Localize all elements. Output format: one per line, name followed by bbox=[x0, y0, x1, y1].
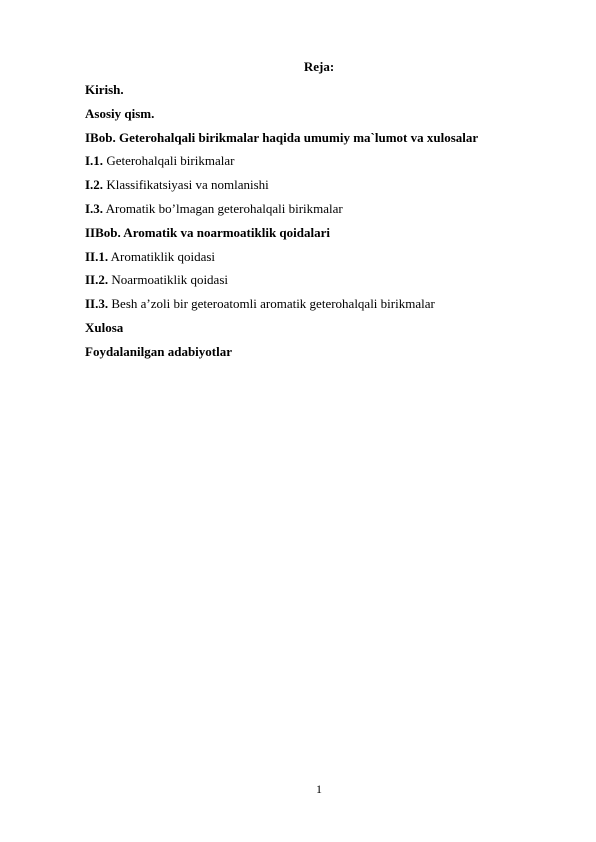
toc-item-1-1 bbox=[85, 151, 555, 175]
toc-item-number: II.1. bbox=[85, 248, 109, 264]
toc-item-number: I.1. bbox=[85, 153, 104, 169]
toc-item-heading: Xulosa bbox=[85, 319, 124, 335]
toc-item-text: Noarmoatiklik qoidasi bbox=[108, 272, 228, 288]
toc-item-xulosa bbox=[85, 318, 555, 342]
toc-item-2-2 bbox=[85, 270, 555, 294]
toc-item-2-3 bbox=[85, 294, 555, 318]
toc-item-text: Klassifikatsiyasi va nomlanishi bbox=[103, 177, 269, 193]
toc-item-heading: Asosiy qism. bbox=[85, 105, 155, 121]
toc-item-text: Aromatik bo’lmagan geterohalqali birikmalar bbox=[103, 200, 343, 216]
toc-item-2-1 bbox=[85, 247, 555, 271]
toc-item-number: I.2. bbox=[85, 177, 104, 193]
toc-item-1-2 bbox=[85, 175, 555, 199]
toc-item-asosiy-qism bbox=[85, 104, 555, 128]
toc-item-heading: IIBob. Aromatik va noarmoatiklik qoidalari bbox=[85, 224, 330, 240]
toc-item-heading: Kirish. bbox=[85, 82, 124, 97]
toc-item-adabiyotlar bbox=[85, 342, 555, 366]
toc-item-text: Besh a’zoli bir geteroatomli aromatik geterohalqali birikmalar bbox=[108, 296, 435, 312]
page-number: 1 bbox=[316, 782, 322, 796]
toc-item-number: II.3. bbox=[85, 296, 109, 312]
page-title: Reja: bbox=[303, 59, 335, 74]
toc-item-chapter-2 bbox=[85, 223, 555, 247]
toc-item-chapter-1 bbox=[85, 128, 555, 152]
toc-item-text: Aromatiklik qoidasi bbox=[108, 248, 216, 264]
table-of-contents bbox=[85, 80, 555, 366]
toc-item-heading: IBob. Geterohalqali birikmalar haqida umumiy ma`lumot va xulosalar bbox=[85, 129, 479, 145]
toc-item-1-3 bbox=[85, 199, 555, 223]
toc-item-number: I.3. bbox=[85, 200, 104, 216]
toc-item-text: Geterohalqali birikmalar bbox=[103, 153, 235, 169]
toc-item-number: II.2. bbox=[85, 272, 109, 288]
toc-item-kirish bbox=[85, 80, 555, 104]
toc-item-heading: Foydalanilgan adabiyotlar bbox=[85, 343, 232, 359]
